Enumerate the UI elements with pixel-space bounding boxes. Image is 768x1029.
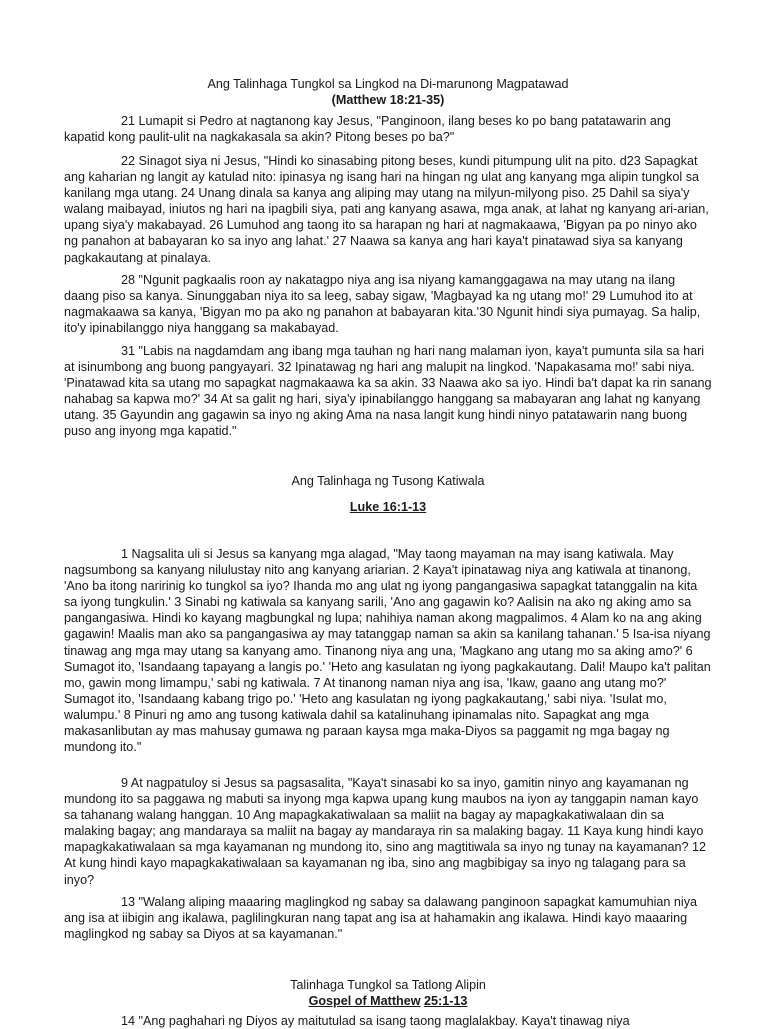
scripture-reference: Luke 16:1-13 — [349, 500, 427, 514]
paragraph: 13 "Walang aliping maaaring maglingkod ng sabay sa dalawang panginoon sapagkat kamumuhian niya ang isa at iibigin ang ikalawa, paglilingkuran nang tapat ang isa at hahamakin ang ikalawa. Hindi kayo maaaring maglingkod ng sabay sa Diyos at sa kayamanan." — [64, 895, 697, 942]
scripture-reference-wrap — [64, 499, 712, 515]
section-title: Ang Talinhaga Tungkol sa Lingkod na Di-marunong Magpatawad — [207, 77, 569, 91]
section-title: Talinhaga Tungkol sa Tatlong Alipin — [290, 978, 486, 992]
paragraph: 28 "Ngunit pagkaalis roon ay nakatagpo niya ang isa niyang kamanggagawa na may utang na ilang daang piso sa kanya. Sinunggaban niya ito sa leeg, sabay sigaw, 'Magbayad ka ng utang mo!' 29 Lumuhod ito at nagmakaawa sa kanya, 'Bigyan mo pa ako ng panahon at babayaran kita.'30 Ngunit hindi siya pumayag. Sa halip, ito'y ipinabilanggo niya hanggang sa makabayad. — [64, 273, 701, 336]
paragraph: 22 Sinagot siya ni Jesus, "Hindi ko sinasabing pitong beses, kundi pitumpung ulit na pito. d23 Sapagkat ang kaharian ng langit ay katulad nito: ipinasya ng isang hari na hingan ng ulat ang kanyang mga alipin tungkol sa kanilang mga utang. 24 Unang dinala sa kanya ang aliping may utang na milyun-milyong piso. 25 Dahil sa siya'y walang maibayad, iniutos ng hari na ipagbili siya, pati ang kanyang asawa, mga anak, at lahat ng kanyang ari-arian, upang siya'y makabayad. 26 Lumuhod ang taong ito sa harapan ng hari at nagmakaawa, 'Bigyan pa po ninyo ako ng panahon at babayaran ko sa inyo ang lahat.' 27 Naawa sa kanya ang hari kaya't pinatawad siya sa kanyang pagkakautang at pinalaya. — [64, 154, 709, 265]
paragraph: 14 "Ang paghahari ng Diyos ay maitutulad sa isang taong maglalakbay. Kaya't tinawag niya — [121, 1014, 630, 1028]
scripture-reference-wrap — [64, 993, 712, 1009]
paragraph: 1 Nagsalita uli si Jesus sa kanyang mga alagad, "May taong mayaman na may isang katiwala. May nagsumbong sa kanyang nilulustay nito ang kanyang ariarian. 2 Kaya't ipinatawag niya ang katiwala at tinanong, 'Ano ba itong naririnig ko tungkol sa iyo? Ihanda mo ang ulat ng iyong pangangasiwa sapagkat tatanggalin na kita sa iyong tungkulin.' 3 Sinabi ng katiwala sa kanyang sarili, 'Ano ang gagawin ko? Aalisin na ako ng aking amo sa pangangasiwa. Hindi ko kayang magbungkal ng lupa; nahihiya naman akong magpalimos. 4 Alam ko na ang aking gagawin! Maalis man ako sa pangangasiwa ay may tatanggap naman sa akin sa kanilang tahanan.' 5 Isa-isa niyang tinawag ang mga may utang sa kanyang amo. Tinanong niya ang una, 'Magkano ang utang mo sa aking amo?' 6 Sumagot ito, 'Isandaang tapayang a langis po.' 'Heto ang kasulatan ng iyong pagkakautang. Dali! Maupo ka't palitan mo, gawin mong limampu,' sabi ng katiwala. 7 At tinanong naman niya ang isa, 'Ikaw, gaano ang utang mo?' Sumagot ito, 'Isandaang kabang trigo po.' 'Heto ang kasulatan ng iyong pagkakautang,' sabi niya. 'Isulat mo, walumpu.' 8 Pinuri ng amo ang tusong katiwala dahil sa katalinuhang ipinamalas nito. Sapagkat ang mga makasanlibutan ay mas mahusay gumawa ng paraan kaysa mga maka-Diyos sa paggamit ng mga bagay ng mundong ito." — [64, 547, 711, 755]
scripture-reference: (Matthew 18:21-35) — [331, 93, 445, 107]
paragraph: 31 "Labis na nagdamdam ang ibang mga tauhan ng hari nang malaman iyon, kaya't pumunta sila sa hari at isinumbong ang buong pangyayari. 32 Ipinatawag ng hari ang malupit na lingkod. 'Napakasama mo!' sabi niya. 'Pinatawad kita sa utang mo sapagkat nagmakaawa ka sa akin. 33 Naawa ako sa iyo. Hindi ba't dapat ka rin sanang nahabag sa kapwa mo?' 34 At sa galit ng hari, siya'y ipinabilanggo hanggang sa mabayaran ang lahat ng kanyang utang. 35 Gayundin ang gagawin sa inyo ng aking Ama na nasa langit kung hindi ninyo patatawarin nang buong puso ang inyong mga kapatid." — [64, 344, 712, 439]
paragraph: 9 At nagpatuloy si Jesus sa pagsasalita, "Kaya't sinasabi ko sa inyo, gamitin ninyo ang kayamanan ng mundong ito sa paggawa ng mabuti sa inyong mga kapwa upang kung maubos na iyon ay tanggapin naman kayo sa tahanang walang hanggan. 10 Ang mapagkakatiwalaan sa maliit na bagay ay mapagkakatiwalaan din sa malaking bagay; ang mandaraya sa maliit na bagay ay mandaraya rin sa malaking bagay. 11 Kaya kung hindi kayo mapagkakatiwalaan sa mga kayamanan ng mundong ito, sino ang magtitiwala sa inyo ng tunay na kayamanan? 12 At kung hindi kayo mapagkakatiwalaan sa kayamanan ng iba, sino ang magbibigay sa inyo ng talagang para sa inyo? — [64, 776, 706, 887]
scripture-reference-verses: 25:1-13 — [424, 994, 468, 1008]
scripture-reference-book: Gospel of Matthew — [308, 994, 421, 1008]
section-title: Ang Talinhaga ng Tusong Katiwala — [291, 474, 485, 488]
paragraph: 21 Lumapit si Pedro at nagtanong kay Jesus, "Panginoon, ilang beses ko po bang patatawarin ang kapatid kong paulit-ulit na nagkakasala sa akin? Pitong beses po ba?" — [64, 114, 671, 145]
